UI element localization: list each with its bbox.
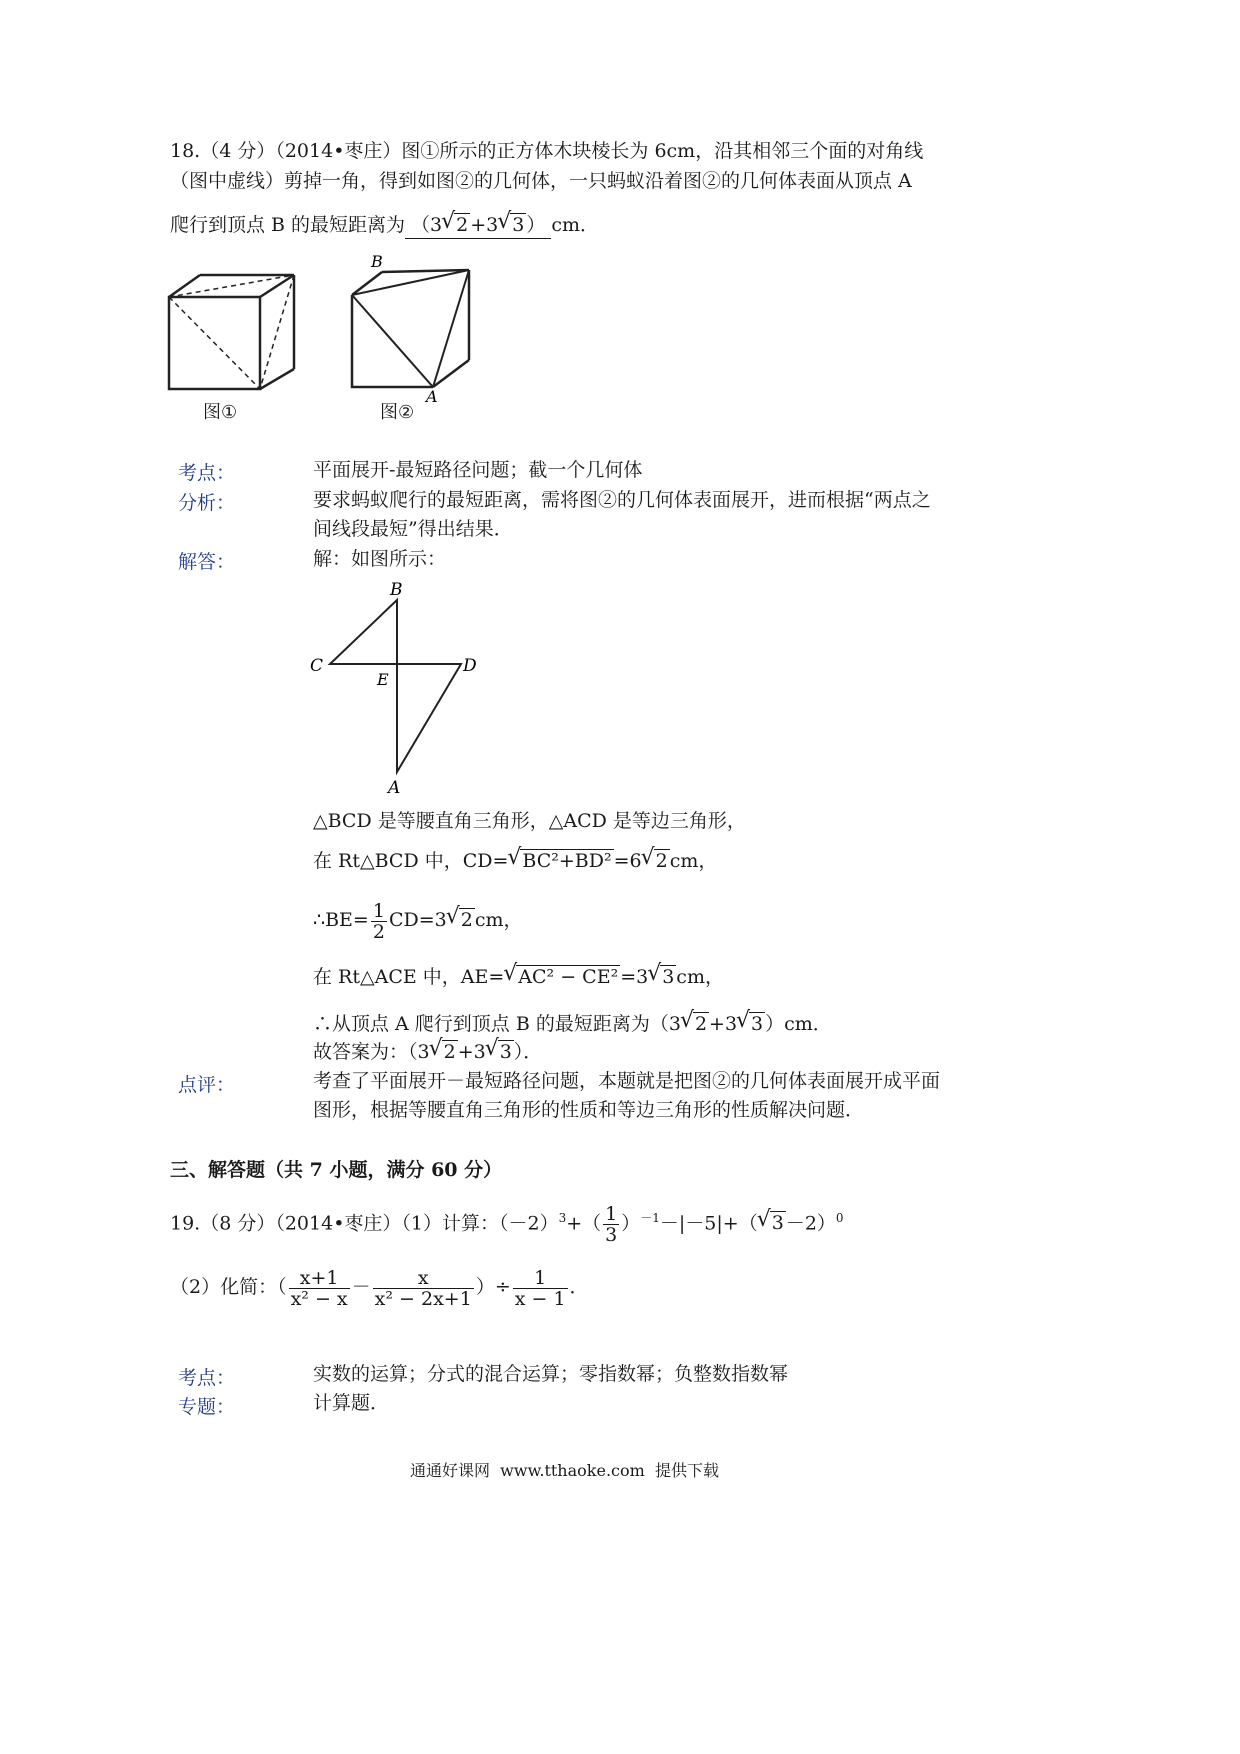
step3-mid: CD=3 [388,909,447,931]
sqrt-symbol [442,212,470,238]
q19-part2-f1-num: x+1 [289,1268,350,1289]
kite-label-b: B [390,580,403,600]
sol18-step1: △BCD 是等腰直角三角形，△ACD 是等边三角形， [313,810,746,832]
q19-part2-f2-num: x [373,1268,474,1289]
sol18-step3 [313,900,522,942]
q19-part2-fraction-2 [373,1268,474,1309]
step5-prefix: ∴从顶点 A 爬行到顶点 B 的最短距离为（3 [313,1013,681,1035]
step3-suffix: cm， [474,909,523,931]
sqrt-symbol [430,1039,458,1065]
sol18-kaodian-text: 平面展开-最短路径问题；截一个几何体 [313,459,643,481]
q18-answer-open: （3 [411,214,443,236]
solution-kite-diagram [300,575,500,800]
step5-radicand-2: 3 [751,1013,764,1035]
q19-close: ） [621,1212,641,1235]
figure-1-cube [160,265,310,400]
kite-label-e: E [377,670,389,689]
sol19-kaodian-text: 实数的运算；分式的混合运算；零指数幂；负整数指数幂 [313,1363,789,1385]
q19-exp-0: 0 [835,1211,844,1225]
sqrt-symbol [648,964,676,990]
sol18-fenxi-label: 分析： [178,492,236,514]
step6-mid: +3 [457,1041,486,1063]
figure-2-cut-cube [345,250,480,405]
q18-line2: （图中虚线）剪掉一角，得到如图②的几何体，一只蚂蚁沿着图②的几何体表面从顶点 A [170,170,912,192]
figure-2-caption: 图② [380,402,415,423]
q18-answer-close: ） [526,214,546,236]
figure-1-caption: 图① [203,402,238,423]
q19-part2 [170,1262,589,1312]
sol18-fenxi-line2: 间线段最短”得出结果． [313,518,513,540]
q19-part1-prefix: 19.（8 分）（2014•枣庄）（1）计算：（－2） [170,1212,559,1235]
q19-part1 [170,1195,844,1246]
q19-part2-f3-den: x − 1 [514,1287,566,1310]
sqrt-symbol [447,900,475,940]
page-footer: 通通好课网 www.tthaoke.com 提供下载 [410,1461,719,1480]
sqrt-symbol [737,1011,765,1037]
sol18-dianping-line2: 图形，根据等腰直角三角形的性质和等边三角形的性质解决问题． [313,1099,865,1121]
step5-mid: +3 [709,1013,738,1035]
step3-fraction [371,901,387,942]
sqrt-symbol [498,212,526,238]
q19-part2-f2-den: x² − 2x+1 [374,1287,472,1310]
sqrt-symbol [504,964,620,990]
q18-line3-suffix: cm． [551,214,600,236]
q19-plus: +（ [566,1212,602,1235]
kite-label-d: D [463,656,477,676]
sqrt-symbol [681,1011,709,1037]
sqrt-symbol [642,848,670,874]
figure-2-label-a: A [426,387,438,405]
sol18-step5 [313,1011,832,1037]
sqrt-symbol [508,848,613,874]
step2-prefix: 在 Rt△BCD 中，CD= [313,850,509,872]
sol18-kaodian-label: 考点： [178,462,236,484]
sol18-step6 [313,1039,542,1065]
step2-mid: =6 [613,850,642,872]
q19-part2-end: ． [569,1276,589,1298]
step2-suffix: cm， [669,850,718,872]
q19-part2-f1-den: x² − x [290,1287,348,1310]
q18-line3-prefix: 爬行到顶点 B 的最短距离为 [170,214,406,236]
step6-prefix: 故答案为：（3 [313,1041,430,1063]
step2-radicand: BC²+BD² [522,850,612,872]
q19-minus2: －2） [785,1212,836,1235]
sol18-step4 [313,964,724,990]
q19-part2-fraction-1 [289,1268,350,1309]
q19-part2-fraction-3 [513,1268,568,1309]
q19-exp-neg1: －1 [640,1211,660,1225]
step6-suffix: ）． [513,1041,543,1063]
step4-mid: =3 [620,966,649,988]
sqrt-symbol [486,1039,514,1065]
q18-answer-radicand-2: 3 [512,214,525,236]
q19-part2-f3-num: 1 [513,1268,568,1289]
step4-radicand: AC² − CE² [518,966,619,988]
step5-radicand-1: 2 [694,1013,708,1035]
q19-part2-minus: － [351,1276,371,1298]
step3-prefix: ∴BE= [313,909,369,931]
sol19-zhuanti-text: 计算题． [313,1392,390,1414]
kite-label-c: C [310,656,324,676]
q19-fraction-1-3 [603,1204,619,1245]
q19-part2-label: （2）化简：（ [170,1276,287,1298]
step2-radicand-2: 2 [655,850,668,872]
step4-radicand-2: 3 [662,966,675,988]
q18-line3 [170,212,599,239]
figure-2-label-b: B [371,252,383,271]
step4-suffix: cm， [676,966,724,988]
step3-numerator: 1 [372,899,385,922]
kite-label-a: A [388,778,401,798]
q18-line1: 18.（4 分）（2014•枣庄）图①所示的正方体木块棱长为 6cm，沿其相邻三个面的对角线 [170,140,924,162]
sol18-fenxi-line1: 要求蚂蚁爬行的最短距离，需将图②的几何体表面展开，进而根据“两点之 [313,489,931,511]
sol18-dianping-label: 点评： [178,1074,236,1096]
step5-suffix: ）cm． [765,1013,832,1035]
q18-answer-radicand-1: 2 [456,214,469,236]
q19-radicand: 3 [771,1212,784,1235]
sol18-jieda-intro: 解：如图所示： [313,548,447,570]
q19-abs: －|－5|+（ [659,1212,758,1235]
step4-prefix: 在 Rt△ACE 中，AE= [313,966,505,988]
sol19-zhuanti-label: 专题： [178,1396,236,1418]
q19-frac-num: 1 [605,1202,618,1225]
step6-radicand-1: 2 [443,1041,456,1063]
q19-frac-den: 3 [605,1223,618,1246]
q18-answer-blank [405,212,551,239]
q19-part2-close: ）÷ [475,1276,511,1298]
step3-denominator: 2 [372,920,385,943]
step6-radicand-2: 3 [499,1041,512,1063]
sol18-jieda-label: 解答： [178,551,236,573]
q19-exp-3: 3 [558,1211,567,1225]
step3-radicand: 2 [460,909,473,931]
q18-answer-plus: +3 [470,214,499,236]
sol19-kaodian-label: 考点： [178,1367,236,1389]
sqrt-symbol [758,1200,786,1246]
section-3-title: 三、解答题（共 7 小题，满分 60 分） [170,1159,503,1181]
sol18-dianping-line1: 考查了平面展开－最短路径问题，本题就是把图②的几何体表面展开成平面 [313,1070,941,1092]
sol18-step2 [313,848,717,874]
